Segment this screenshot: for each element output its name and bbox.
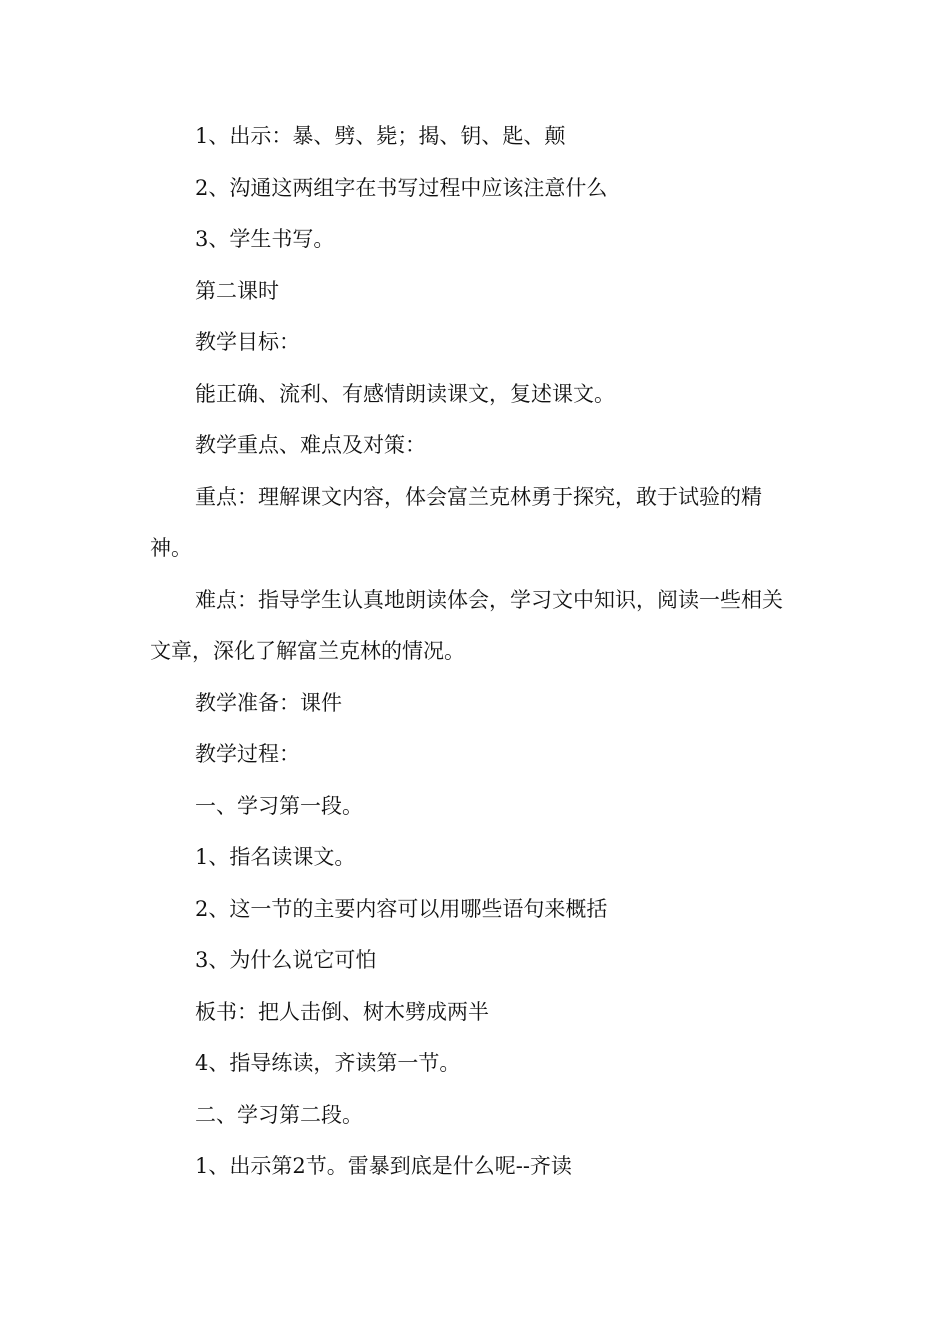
paragraph-read-aloud: 1、指名读课文。 [195, 845, 356, 869]
paragraph-blackboard-writing: 板书：把人击倒、树木劈成两半 [195, 999, 489, 1024]
paragraph-writing-characters: 1、出示：暴、劈、毙；揭、钥、匙、颠 [195, 124, 566, 148]
paragraph-discuss-writing: 2、沟通这两组字在书写过程中应该注意什么 [195, 175, 608, 200]
paragraph-students-write: 3、学生书写。 [195, 227, 335, 251]
paragraph-goal-read-retell: 能正确、流利、有感情朗读课文，复述课文。 [195, 381, 615, 406]
paragraph-why-scary-question: 3、为什么说它可怕 [195, 948, 377, 972]
heading-teaching-goals: 教学目标： [195, 330, 300, 354]
document-body [150, 111, 800, 1193]
paragraph-practice-reading: 4、指导练读，齐读第一节。 [195, 1051, 461, 1075]
paragraph-difficult-point: 难点：指导学生认真地朗读体会，学习文中知识，阅读一些相关文章，深化了解富兰克林的情况。 [150, 587, 783, 663]
heading-study-first-section: 一、学习第一段。 [195, 793, 363, 818]
paragraph-main-content-question: 2、这一节的主要内容可以用哪些语句来概括 [195, 896, 608, 921]
paragraph-show-section-two: 1、出示第2节。雷暴到底是什么呢--齐读 [195, 1154, 572, 1178]
heading-study-second-section: 二、学习第二段。 [195, 1102, 363, 1127]
heading-teaching-process: 教学过程： [195, 742, 300, 766]
heading-key-difficult-points: 教学重点、难点及对策： [195, 433, 426, 457]
paragraph-key-point: 重点：理解课文内容，体会富兰克林勇于探究，敢于试验的精神。 [150, 484, 762, 560]
section-heading-second-lesson: 第二课时 [195, 278, 279, 303]
paragraph-teaching-preparation: 教学准备：课件 [195, 690, 342, 715]
